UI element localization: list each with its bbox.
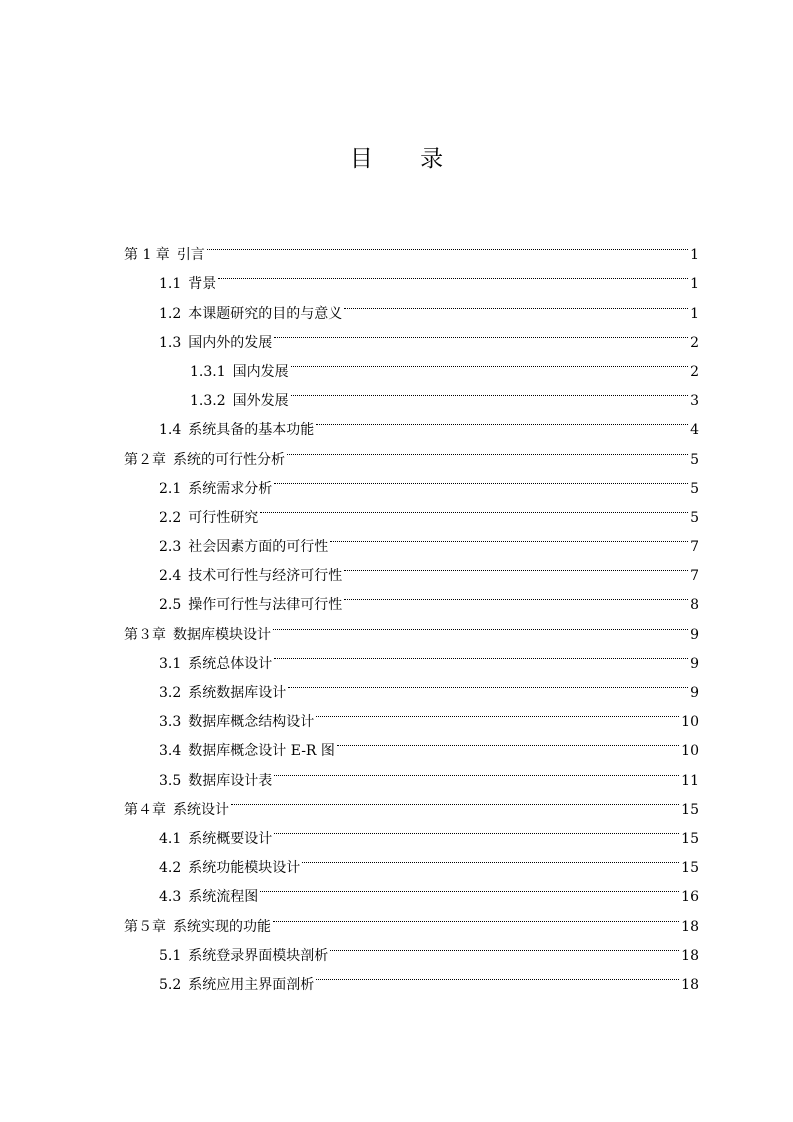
toc-entry-label: 国内外的发展: [188, 334, 273, 351]
table-of-contents: [124, 230, 699, 993]
toc-dot-leader: [274, 464, 688, 493]
toc-entry-number: 4.3: [159, 889, 182, 906]
toc-entry-page: 1: [690, 305, 699, 322]
toc-entry-label: 系统流程图: [188, 889, 259, 906]
toc-dot-leader: [231, 785, 679, 814]
toc-entry-label: 系统实现的功能: [173, 918, 271, 935]
toc-entry-number: 5.1: [159, 947, 182, 964]
toc-entry-number: 2.2: [159, 509, 182, 526]
toc-entry-number: 第３章: [124, 626, 166, 643]
toc-entry-page: 15: [681, 860, 699, 877]
toc-dot-leader: [260, 872, 679, 901]
toc-entry-number: 4.1: [159, 830, 182, 847]
toc-entry-number: 1.2: [159, 305, 182, 322]
toc-entry-label: 国内发展: [232, 363, 289, 380]
toc-entry-label: 系统的可行性分析: [173, 451, 285, 468]
toc-dot-leader: [207, 230, 688, 259]
toc-dot-leader: [291, 347, 688, 376]
toc-entry-number: 2.4: [159, 568, 182, 585]
toc-entry-page: 7: [690, 539, 699, 556]
toc-entry-label: 技术可行性与经济可行性: [188, 568, 343, 585]
toc-entry-label: 系统功能模块设计: [188, 860, 301, 877]
toc-entry-page: 1: [690, 276, 699, 293]
toc-entry-number: 2.3: [159, 539, 182, 556]
toc-entry-label: 社会因素方面的可行性: [188, 539, 329, 556]
toc-entry[interactable]: [124, 259, 699, 293]
toc-entry-page: 16: [681, 889, 699, 906]
toc-entry-number: 第２章: [124, 451, 166, 468]
toc-entry-number: 3.4: [159, 743, 182, 760]
toc-entry-number: 3.5: [159, 772, 182, 789]
toc-entry-number: 1.3.1: [190, 363, 226, 380]
toc-dot-leader: [302, 843, 679, 872]
toc-entry-page: 15: [681, 801, 699, 818]
toc-entry-page: 7: [690, 568, 699, 585]
toc-entry-page: 5: [690, 451, 699, 468]
toc-entry-page: 9: [690, 626, 699, 643]
toc-entry-label: 系统概要设计: [188, 830, 273, 847]
toc-entry-page: 5: [690, 509, 699, 526]
toc-entry-page: 2: [690, 363, 699, 380]
toc-dot-leader: [273, 901, 679, 930]
toc-entry-number: 5.2: [159, 976, 182, 993]
toc-dot-leader: [288, 668, 688, 697]
toc-entry-label: 本课题研究的目的与意义: [188, 305, 343, 322]
toc-entry-label: 背景: [188, 276, 217, 293]
toc-dot-leader: [291, 376, 688, 405]
toc-entry-number: 第５章: [124, 918, 166, 935]
toc-dot-leader: [274, 755, 679, 784]
page-title: 目 录: [349, 146, 464, 172]
toc-entry-page: 9: [690, 685, 699, 701]
toc-entry-number: 1.1: [159, 276, 182, 293]
toc-entry-page: 18: [681, 976, 699, 993]
toc-entry-page: 3: [690, 393, 699, 410]
toc-dot-leader: [330, 522, 688, 551]
toc-entry-label: 系统应用主界面剖析: [188, 976, 315, 993]
toc-dot-leader: [344, 580, 688, 609]
toc-entry-page: 5: [690, 480, 699, 497]
toc-dot-leader: [337, 726, 679, 755]
toc-entry-page: 15: [681, 830, 699, 847]
toc-entry-label: 系统数据库设计: [188, 685, 287, 701]
toc-entry-label: 数据库模块设计: [173, 626, 271, 643]
toc-entry-number: 3.3: [159, 714, 182, 731]
toc-entry-number: 第４章: [124, 801, 166, 818]
toc-dot-leader: [316, 405, 688, 434]
toc-entry-label: 国外发展: [232, 393, 289, 410]
toc-entry-page: 9: [690, 655, 699, 672]
toc-entry-label: 数据库概念结构设计: [188, 714, 315, 731]
toc-entry-label: 数据库设计表: [188, 772, 273, 789]
toc-entry-page: 11: [681, 772, 699, 789]
toc-dot-leader: [273, 609, 688, 638]
toc-dot-leader: [316, 960, 679, 989]
toc-entry-label: 引言: [176, 247, 205, 264]
toc-dot-leader: [274, 318, 688, 347]
toc-entry-label: 数据库概念设计 E-R 图: [188, 743, 335, 760]
toc-entry-number: 2.1: [159, 480, 182, 497]
toc-entry-page: 1: [690, 247, 699, 264]
toc-entry-number: 2.5: [159, 597, 182, 614]
toc-entry-page: 18: [681, 947, 699, 964]
toc-entry-number: 1.4: [159, 422, 182, 439]
toc-entry[interactable]: [124, 230, 699, 264]
toc-entry-label: 可行性研究: [188, 509, 259, 526]
toc-entry-number: 3.2: [159, 685, 182, 701]
toc-entry-label: 系统需求分析: [188, 480, 273, 497]
toc-entry-number: 1.3: [159, 334, 182, 351]
toc-entry-number: 1.3.2: [190, 393, 226, 410]
toc-dot-leader: [218, 259, 688, 288]
toc-entry-number: 3.1: [159, 655, 182, 672]
toc-entry-page: 8: [690, 597, 699, 614]
toc-entry-label: 系统登录界面模块剖析: [188, 947, 329, 964]
toc-dot-leader: [330, 931, 679, 960]
toc-entry-page: 4: [690, 422, 699, 439]
toc-entry-number: 第 1 章: [124, 247, 170, 264]
toc-dot-leader: [316, 697, 679, 726]
toc-dot-leader: [260, 493, 688, 522]
toc-entry-page: 10: [681, 743, 699, 760]
toc-entry-label: 系统设计: [173, 801, 229, 818]
toc-entry-label: 系统具备的基本功能: [188, 422, 315, 439]
toc-entry-page: 18: [681, 918, 699, 935]
toc-dot-leader: [274, 639, 688, 668]
toc-entry-label: 操作可行性与法律可行性: [188, 597, 343, 614]
toc-entry-page: 10: [681, 714, 699, 731]
toc-entry-label: 系统总体设计: [188, 655, 273, 672]
toc-entry-page: 2: [690, 334, 699, 351]
toc-dot-leader: [344, 288, 688, 317]
toc-entry-number: 4.2: [159, 860, 182, 877]
toc-dot-leader: [274, 814, 679, 843]
toc-dot-leader: [287, 434, 688, 463]
toc-dot-leader: [344, 551, 688, 580]
